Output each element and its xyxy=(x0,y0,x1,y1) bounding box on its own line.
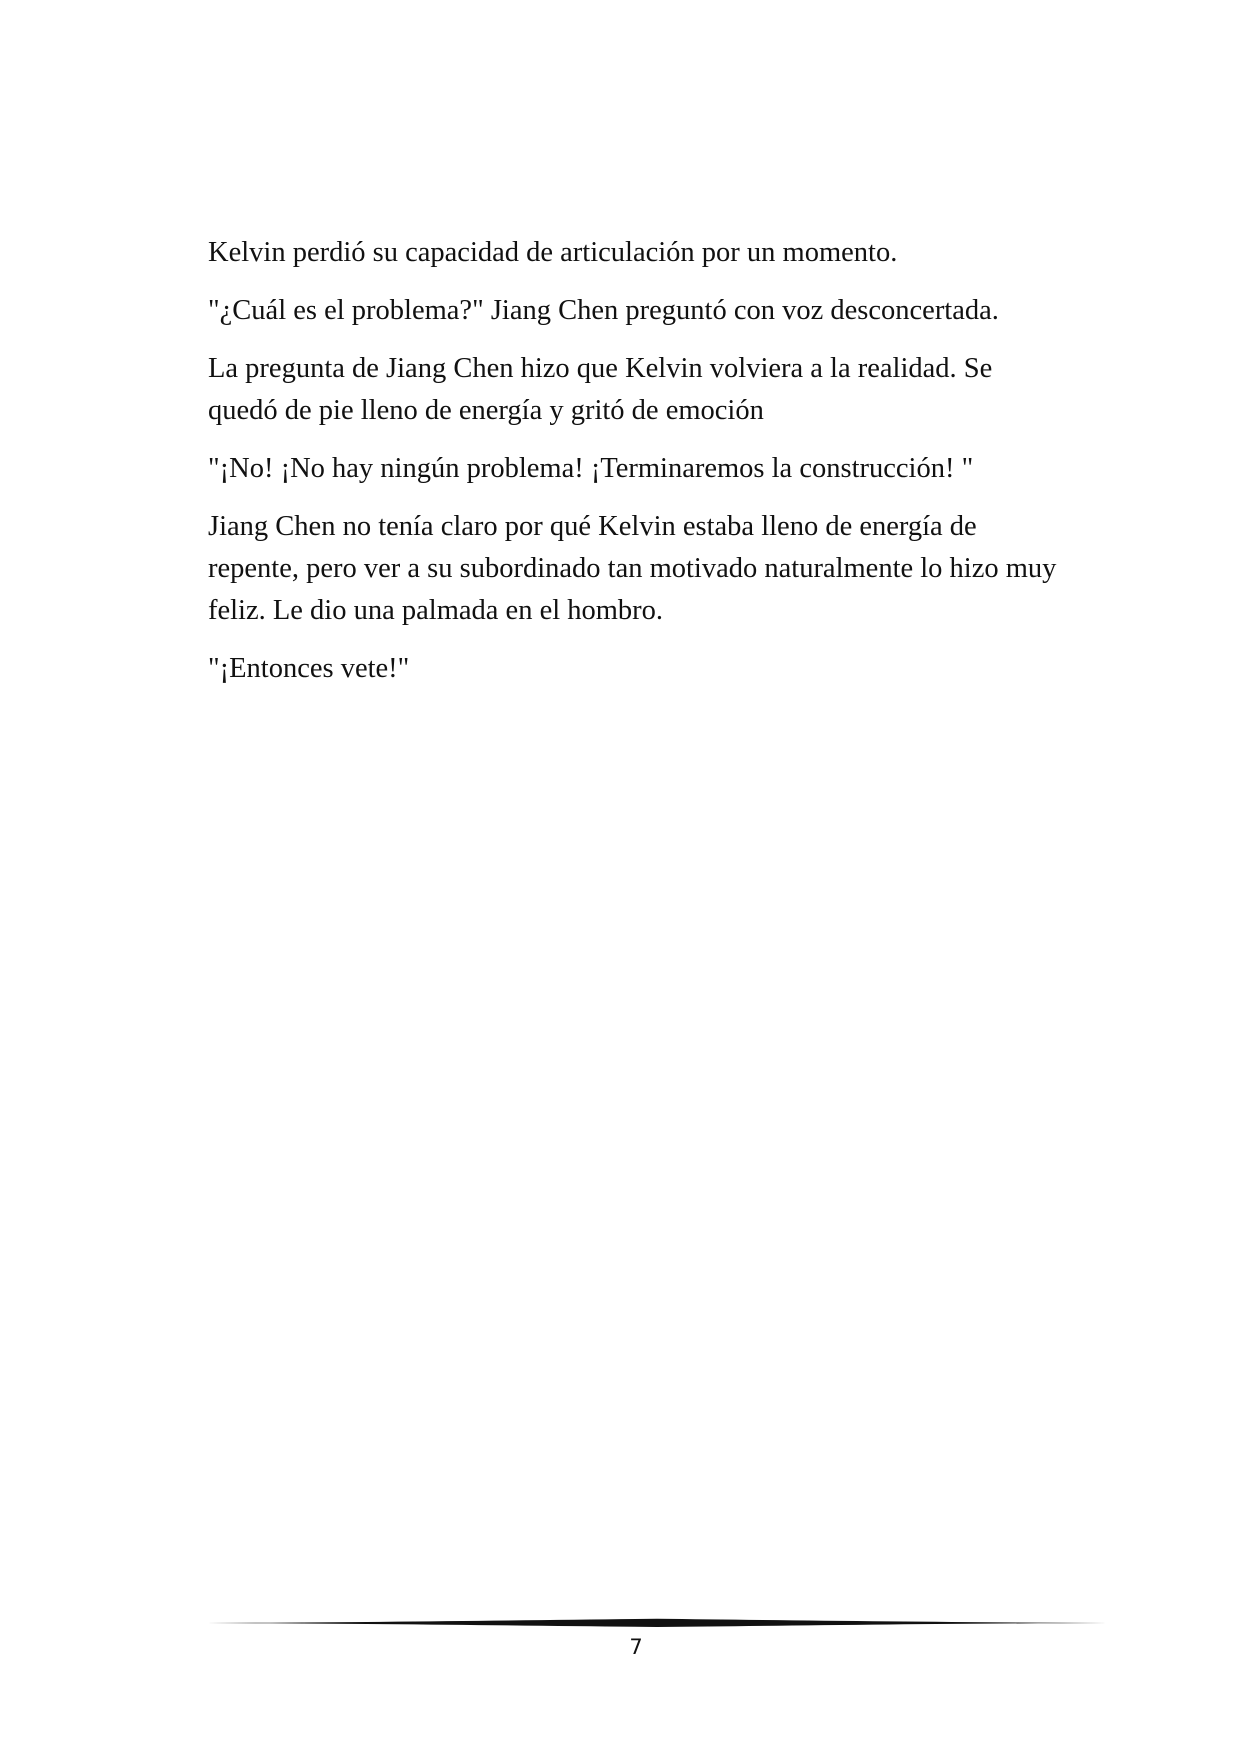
page-number: 7 xyxy=(629,1635,643,1659)
body-text xyxy=(208,232,1068,706)
paragraph: "¿Cuál es el problema?" Jiang Chen preguntó con voz desconcertada. xyxy=(208,295,999,326)
paragraph: Kelvin perdió su capacidad de articulación por un momento. xyxy=(208,237,898,268)
footer-rule xyxy=(207,1616,1107,1630)
paragraph: La pregunta de Jiang Chen hizo que Kelvin volviera a la realidad. Se quedó de pie lleno de energía y gritó de emoción xyxy=(208,353,993,426)
paragraph: "¡No! ¡No hay ningún problema! ¡Terminaremos la construcción! " xyxy=(208,453,974,484)
paragraph: Jiang Chen no tenía claro por qué Kelvin estaba lleno de energía de repente, pero ver a su subordinado tan motivado naturalmente lo hizo muy feliz. Le dio una palmada en el hombro. xyxy=(208,511,1057,626)
paragraph: "¡Entonces vete!" xyxy=(208,653,410,684)
